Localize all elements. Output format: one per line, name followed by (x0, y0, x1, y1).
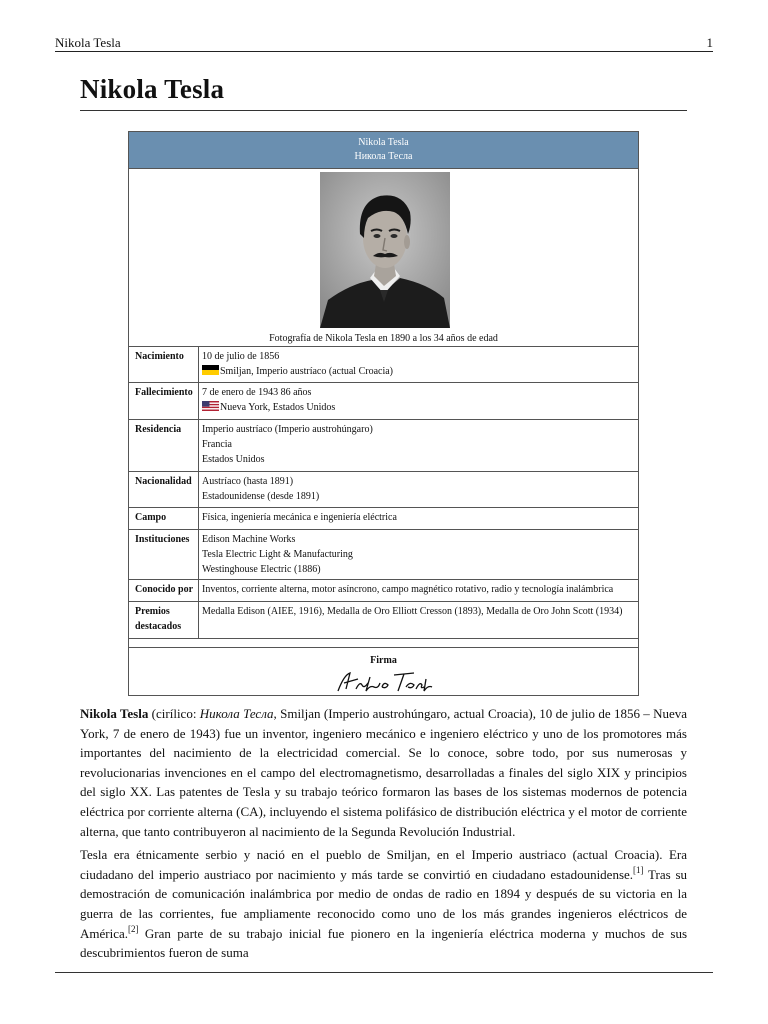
reference-link-1[interactable]: [1] (633, 864, 644, 875)
value-line: Francia (202, 439, 232, 450)
infobox-row-fallecimiento (129, 382, 638, 419)
subject-name: Nikola Tesla (80, 706, 149, 721)
value-line: Estados Unidos (202, 454, 265, 465)
infobox-row-nacionalidad (129, 471, 638, 507)
row-value (202, 422, 634, 467)
page-title: Nikola Tesla (80, 74, 225, 104)
row-value (202, 349, 634, 379)
row-value (202, 510, 634, 525)
paragraph-intro (80, 704, 687, 841)
value-line-with-flag (202, 400, 634, 415)
text-run: Tras su demostración de comunicación inalámbrica por medio de ondas de radio en 1894 y después de su victoria en la guerra de las corrientes, fue ampliamente reconocido como uno de los más grandes ingenieros eléctricos de América. (80, 866, 688, 941)
infobox-header (129, 132, 638, 169)
infobox-divider (129, 647, 638, 648)
infobox-row-instituciones (129, 529, 638, 579)
row-label: Nacionalidad (129, 472, 199, 507)
text-run: (cirílico: (148, 706, 200, 721)
infobox-header-cyrillic: Никола Тесла (354, 151, 413, 162)
row-label-line: Premios (135, 606, 170, 617)
infobox-row-nacimiento (129, 346, 638, 382)
row-label (129, 602, 199, 638)
value-line: Westinghouse Electric (1886) (202, 564, 321, 575)
row-label: Residencia (129, 420, 199, 471)
row-value (202, 604, 634, 619)
signature-image (334, 669, 434, 695)
austria-flag-icon (202, 365, 219, 375)
birthplace: Smiljan, Imperio austríaco (actual Croacia) (220, 366, 393, 377)
value-line: Física, ingeniería mecánica e ingeniería eléctrica (202, 512, 397, 523)
photo-caption: Fotografía de Nikola Tesla en 1890 a los 34 años de edad (269, 333, 498, 344)
infobox-row-residencia (129, 419, 638, 471)
text-run: , Smiljan (Imperio austrohúngaro, actual Croacia), 10 de julio de 1856 – Nueva York, 7 de enero de 1943) fue un inventor, ingeniero mecánico e ingeniero eléctrico y uno de los promotores más importantes del nacimiento de la electricidad comercial. Se lo conoce, sobre todo, por sus numerosas y revolucionarias invenciones en el campo del electromagnetismo, desarrolladas a finales del siglo XIX y principios del siglo XX. Las patentes de Tesla y su trabajo teórico formaron las bases de los sistemas modernos de potencia eléctrica por corriente alterna (CA), incluyendo el sistema polifásico de distribución eléctrica y el motor de corriente alterna, que tanto contribuyeron al nacimiento de la Segunda Revolución Industrial. (80, 706, 688, 839)
row-value (202, 385, 634, 415)
cyrillic-name: Никола Тесла (199, 706, 274, 721)
row-label: Campo (129, 508, 199, 529)
reference-link-2[interactable]: [2] (128, 923, 139, 934)
value-line: Edison Machine Works (202, 534, 296, 545)
row-label-line: destacados (135, 621, 182, 632)
value-line: Estadounidense (desde 1891) (202, 491, 320, 502)
value-line: Imperio austríaco (Imperio austrohúngaro) (202, 424, 373, 435)
infobox-row-campo (129, 507, 638, 529)
signature-label: Firma (370, 655, 397, 666)
row-value (202, 582, 634, 597)
text-run: Gran parte de su trabajo inicial fue pionero en la ingeniería eléctrica moderna y muchos de sus descubrimientos fueron de suma (80, 925, 687, 961)
paragraph-biography (80, 845, 687, 963)
value-line: Tesla Electric Light & Manufacturing (202, 549, 353, 560)
infobox-header-name: Nikola Tesla (358, 137, 409, 148)
running-head-title: Nikola Tesla (55, 35, 121, 50)
portrait-photo (320, 172, 450, 328)
infobox-row-conocido-por (129, 579, 638, 601)
running-head (55, 35, 713, 52)
row-label: Conocido por (129, 580, 199, 601)
row-value (202, 532, 634, 577)
usa-flag-icon (202, 401, 219, 411)
row-label: Fallecimiento (129, 383, 199, 419)
row-value (202, 474, 634, 504)
value-line: 7 de enero de 1943 86 años (202, 387, 312, 398)
title-divider (80, 110, 687, 111)
infobox (128, 131, 639, 696)
page-number: 1 (706, 35, 713, 50)
deathplace: Nueva York, Estados Unidos (220, 402, 336, 413)
article-body (80, 704, 687, 967)
value-line-with-flag (202, 364, 634, 379)
value-line: Medalla Edison (AIEE, 1916), Medalla de Oro Elliott Cresson (1893), Medalla de Oro John Scott (1934) (202, 606, 623, 617)
infobox-row-premios (129, 601, 638, 639)
text-run: Tesla era étnicamente serbio y nació en el pueblo de Smiljan, en el Imperio austriaco (actual Croacia). Era ciudadano del imperio austriaco por nacimiento y más tarde se convirtió en ciudadano estadounidense. (80, 847, 687, 882)
row-label: Nacimiento (129, 347, 199, 382)
value-line: Inventos, corriente alterna, motor asíncrono, campo magnético rotativo, radio y tecnología inalámbrica (202, 584, 614, 595)
value-line: 10 de julio de 1856 (202, 351, 280, 362)
value-line: Austríaco (hasta 1891) (202, 476, 294, 487)
row-label: Instituciones (129, 530, 199, 579)
footer-divider (55, 972, 713, 973)
